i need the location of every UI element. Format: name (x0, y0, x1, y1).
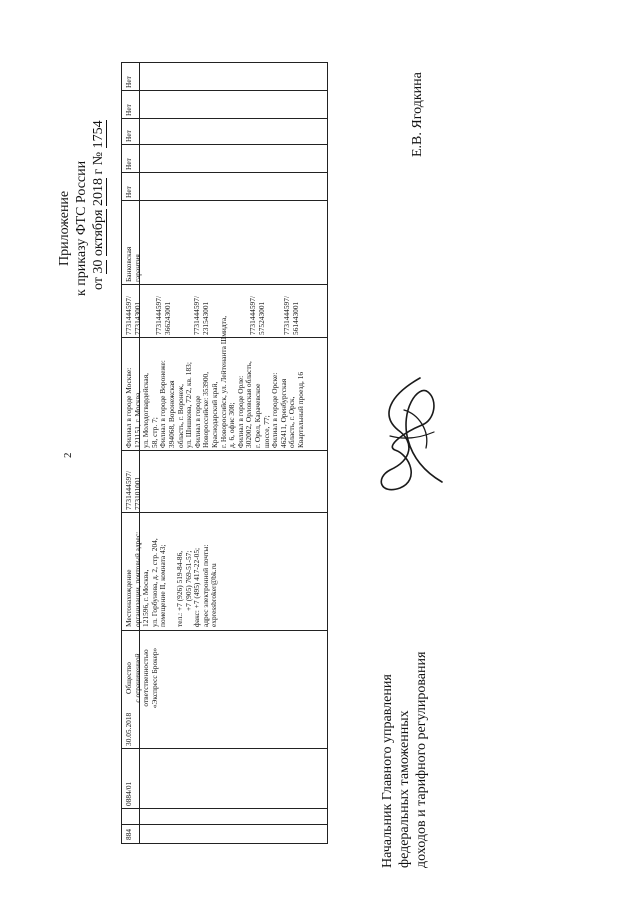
inn-kpp: 7731444597/ 773101001 (124, 470, 142, 510)
order-number: 1754 (91, 120, 106, 149)
flag-5: Нет (124, 76, 133, 88)
flag-1: Нет (124, 186, 133, 198)
registry-table (121, 62, 328, 844)
flag-4: Нет (124, 104, 133, 116)
appendix-order-ref: к приказу ФТС России (74, 160, 89, 296)
guarantee: Банковская гарантия (124, 246, 142, 282)
signer-title-line2: федеральных таможенных (397, 710, 412, 868)
branch-inn-kpp-1: 7731444597/ 773143001 (124, 295, 142, 335)
org-name: Общество с ограниченной ответственностью «Экспресс Брокер» (124, 647, 159, 709)
handwritten-signature (360, 370, 450, 500)
date-day: 30 (91, 259, 106, 274)
reg-number: 0884/01 (124, 781, 133, 806)
signer-title-line1: Начальник Главного управления (380, 674, 395, 868)
branch-inn-kpp-4: 7731444597/ 575243001 (248, 295, 266, 335)
branch-inn-kpp-3: 7731444597/ 231543001 (192, 295, 210, 335)
signer-name: Е.В. Ягодкина (410, 72, 425, 157)
org-address: Местонахождение организации, почтовый адрес: 121596, г. Москва, ул. Горбунова, д. 2, стр. 204, помещение II, комната 43; тел.: +7 (926) 519-84-86, +7 (905) 769-51-57; факс: +7 (495) 417-22-05; адрес электронной почты: expressbroker@bk.ru (124, 531, 219, 627)
flag-2: Нет (124, 158, 133, 170)
flag-3: Нет (124, 130, 133, 142)
date-year: 2018 (91, 178, 106, 206)
date-month: октября (91, 209, 106, 257)
branch-inn-kpp-2: 7731444597/ 366243001 (154, 295, 172, 335)
page-number: 2 (62, 452, 74, 458)
appendix-title: Приложение (57, 190, 72, 266)
row-index: 884 (124, 828, 133, 840)
branch-inn-kpp-5: 7731444597/ 561443001 (282, 295, 300, 335)
branches: Филиал в городе Москве: 121151, г. Москва, ул. Молодогвардейская, 58, стр. 7; Филиал в городе Воронеже: 394068, Воронежская область, г. Воронеж, ул. Шишкова, 72/2, кв. 183; Филиал в городе Новороссийске: 353900, Краснодарский край, г. Новороссийск, ул. Лейтенанта Шмидта, д. 6, офис 308; Филиал в городе Орле: 302002, Орловская область, г. Орел, Карачевское шоссе, 77; Филиал в городе Орске: 462411, Оренбургская область, г. Орск, Квартальный проезд, 16 (124, 315, 305, 448)
appendix-order-date: от 30 октября 2018 г № 1754 (91, 120, 106, 290)
signer-title-line3: доходов и тарифного регулирования (414, 651, 429, 868)
inclusion-date: 30.05.2018 (124, 712, 133, 746)
